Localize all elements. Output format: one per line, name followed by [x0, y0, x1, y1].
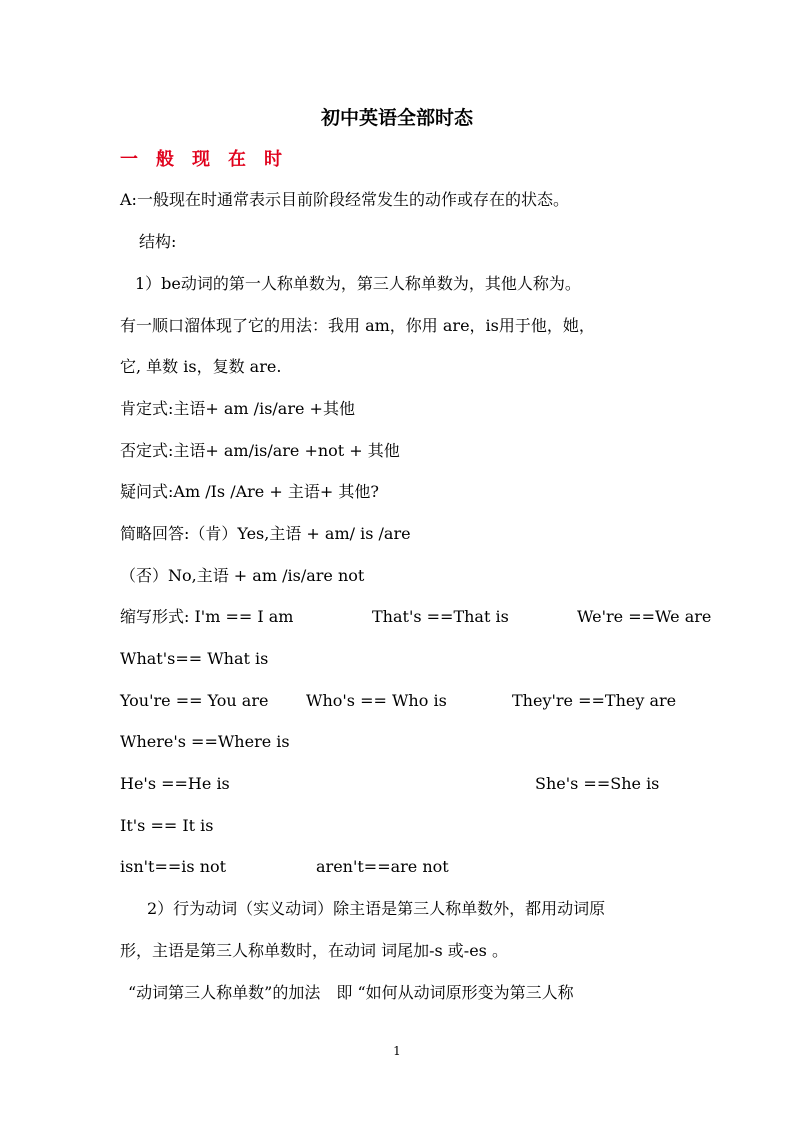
text-line: Who's == Who is	[306, 691, 447, 710]
text-line: 疑问式:Am /Is /Are + 主语+ 其他?	[120, 482, 379, 501]
text-line: 结构:	[139, 232, 177, 251]
text-line: 简略回答:（肯）Yes,主语 + am/ is /are	[120, 524, 411, 543]
text-line: 缩写形式: I'm == I am	[120, 607, 294, 626]
text-line: That's ==That is	[372, 607, 509, 626]
text-line: 有一顺口溜体现了它的用法：我用 am，你用 are，is用于他，她，	[120, 316, 595, 335]
text-line: 2）行为动词（实义动词）除主语是第三人称单数外，都用动词原	[147, 899, 606, 918]
text-line: We're ==We are	[577, 607, 712, 626]
section-heading: 一 般 现 在 时	[120, 149, 282, 170]
text-line: 否定式:主语+ am/is/are +not + 其他	[120, 441, 400, 460]
text-line: Where's ==Where is	[120, 732, 290, 751]
text-line: 1）be动词的第一人称单数为，第三人称单数为，其他人称为。	[135, 274, 581, 293]
text-line: She's ==She is	[535, 774, 660, 793]
text-line: They're ==They are	[512, 691, 677, 710]
page-number: 1	[393, 1044, 401, 1058]
text-line: isn't==is not	[120, 857, 227, 876]
text-line: 它, 单数 is，复数 are.	[120, 357, 282, 376]
text-line: It's == It is	[120, 816, 214, 835]
text-line: He's ==He is	[120, 774, 230, 793]
text-line: （否）No,主语 + am /is/are not	[120, 566, 365, 585]
text-line: You're == You are	[120, 691, 269, 710]
text-line: 肯定式:主语+ am /is/are +其他	[120, 399, 355, 418]
text-line: “动词第三人称单数”的加法 即 “如何从动词原形变为第三人称	[128, 983, 574, 1002]
text-line: aren't==are not	[316, 857, 449, 876]
text-line: A:一般现在时通常表示目前阶段经常发生的动作或存在的状态。	[120, 190, 569, 209]
text-line: 形，主语是第三人称单数时，在动词 词尾加-s 或-es 。	[120, 941, 508, 960]
text-line: What's== What is	[120, 649, 269, 668]
document-title: 初中英语全部时态	[320, 107, 473, 129]
